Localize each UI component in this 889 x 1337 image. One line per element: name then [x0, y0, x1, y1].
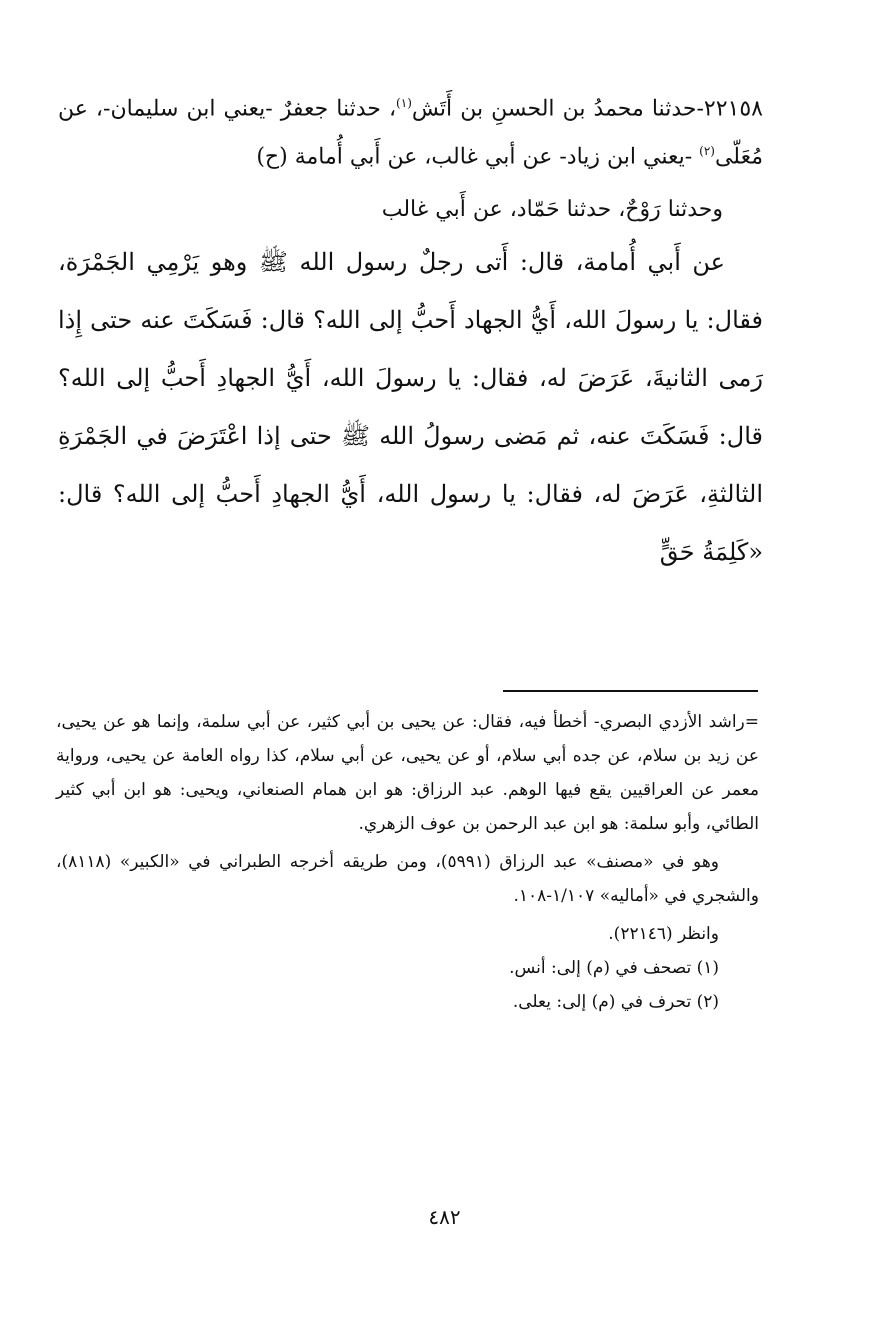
footnote-ref-2[interactable]: (٢) — [699, 144, 715, 159]
hadith-number: ٢٢١٥٨- — [696, 96, 763, 122]
isnad-text-2: ، حدثنا جعفرٌ -يعني ابن سليمان-، عن مُعَلّى — [58, 96, 763, 170]
footnote-separator — [503, 690, 758, 692]
page-number: ٤٨٢ — [428, 1205, 461, 1229]
footnotes — [56, 705, 759, 1019]
hadith-isnad — [58, 82, 763, 179]
footnote-ref-1[interactable]: (١) — [396, 96, 412, 110]
footnote-sources: وهو في «مصنف» عبد الرزاق (٥٩٩١)، ومن طريقه أخرجه الطبراني في «الكبير» (٨١١٨)، والشجري في «أماليه» ١/١٠٧-١٠٨. — [56, 852, 759, 906]
main-text — [58, 82, 763, 581]
isnad-text-3: -يعني ابن زياد- عن أبي غالب، عن أَبي أُمامة (ح) — [256, 144, 700, 170]
hadith-matn: عن أَبي أُمامة، قال: أَتى رجلٌ رسول الله ﷺ وهو يَرْمِي الجَمْرَة، فقال: يا رسولَ الله، أَيُّ الجهاد أَحبُّ إلى الله؟ قال: فَسَكَتَ عنه حتى إِذا رَمى الثانيةَ، عَرَضَ له، فقال: يا رسولَ الله، أَيُّ الجهادِ أَحبُّ إلى الله؟ قال: فَسَكَتَ عنه، ثم مَضى رسولُ الله ﷺ حتى إذا اعْتَرَضَ في الجَمْرَةِ الثالثةِ، عَرَضَ له، فقال: يا رسول الله، أَيُّ الجهادِ أَحبُّ إلى الله؟ قال: «كَلِمَةُ حَقٍّ — [58, 247, 763, 566]
isnad-text: حدثنا محمدُ بن الحسنِ بن أَتَش — [411, 96, 697, 122]
footnote-2: (٢) تحرف في (م) إلى: يعلى. — [512, 992, 719, 1012]
footnote-see-also: وانظر (٢٢١٤٦). — [608, 924, 719, 944]
alternate-isnad: وحدثنا رَوْحٌ، حدثنا حَمّاد، عن أَبي غالب — [381, 196, 723, 222]
footnote-continuation: =راشد الأزدي البصري- أخطأ فيه، فقال: عن يحيى بن أبي كثير، عن أبي سلمة، وإنما هو عن يحيى، عن زيد بن سلام، عن جده أبي سلام، أو عن يحيى، عن أبي سلام، كذا رواه العامة عن يحيى، ورواية معمر عن العراقيين يقع فيها الوهم. عبد الرزاق: هو ابن همام الصنعاني، ويحيى: هو ابن أبي كثير الطائي، وأبو سلمة: هو ابن عبد الرحمن بن عوف الزهري. — [56, 712, 759, 834]
footnote-1: (١) تصحف في (م) إلى: أنس. — [509, 958, 719, 978]
